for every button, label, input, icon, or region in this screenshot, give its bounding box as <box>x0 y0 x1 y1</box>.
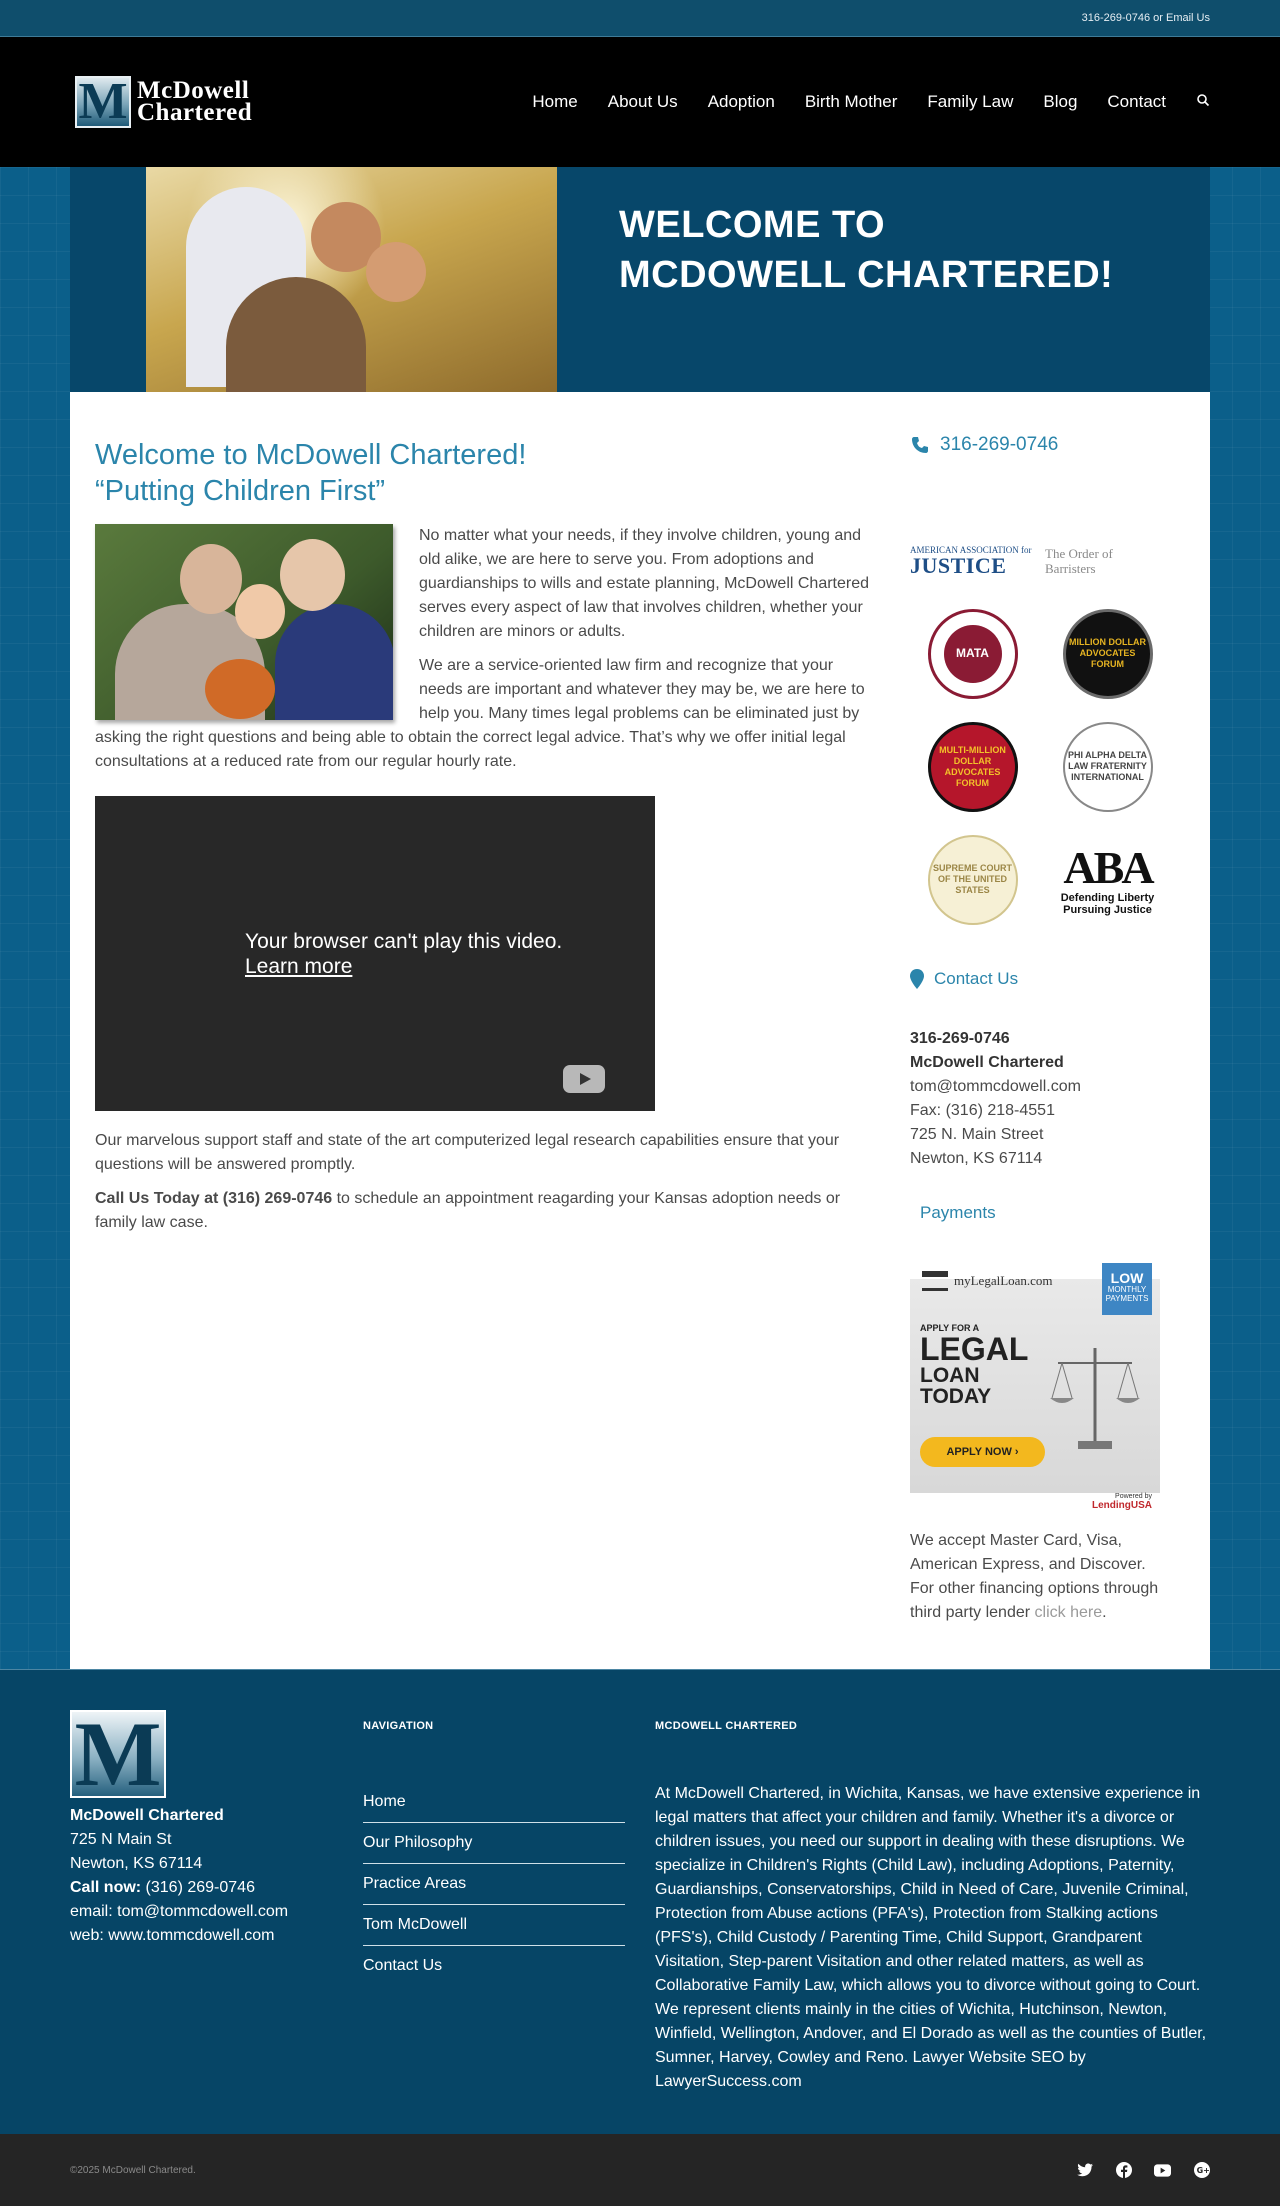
affiliation-badges <box>910 534 1160 927</box>
footer-call <box>70 1876 363 1900</box>
youtube-icon[interactable] <box>563 1065 605 1093</box>
cta-bold: Call Us Today at (316) 269-0746 <box>95 1190 333 1207</box>
facebook-icon[interactable] <box>1115 2162 1132 2179</box>
contact-city: Newton, KS 67114 <box>910 1150 1043 1167</box>
ad-brand: myLegalLoan.com <box>954 1273 1053 1288</box>
contact-email[interactable]: tom@tommcdowell.com <box>910 1078 1081 1095</box>
welcome-title-line1: Welcome to McDowell Chartered! <box>95 439 527 471</box>
aba-line1: Defending Liberty <box>1060 891 1155 904</box>
contact-info <box>910 1027 1160 1171</box>
ad-headline-3: TODAY <box>920 1385 992 1408</box>
ad-apply-now-button[interactable]: APPLY NOW › <box>920 1437 1045 1467</box>
footer-firm: McDowell Chartered <box>70 1807 224 1824</box>
map-marker-icon <box>910 969 924 989</box>
footer-call-label: Call now: <box>70 1879 142 1896</box>
cta-rest: to schedule an appointment reagarding your Kansas adoption needs or family law case. <box>95 1190 841 1231</box>
support-paragraph: Our marvelous support staff and state of the art computerized legal research capabilities ensure that your questions will be answered promptly. <box>95 1132 840 1173</box>
supreme-court-badge <box>910 832 1035 927</box>
ad-powered-brand: LendingUSA <box>1092 1500 1152 1511</box>
ad-headline-1: LEGAL <box>920 1331 1029 1367</box>
footer-street: 725 N Main St <box>70 1831 172 1848</box>
footer-logo: M <box>70 1710 166 1798</box>
site-header <box>0 37 1280 167</box>
payments-heading: Payments <box>920 1203 996 1222</box>
svg-text:G+: G+ <box>1196 2166 1210 2176</box>
multi-million-badge <box>910 719 1035 814</box>
video-learn-more-link[interactable]: Learn more <box>245 955 353 978</box>
phi-alpha-delta-text: PHI ALPHA DELTA LAW FRATERNITY INTERNATIONAL <box>1063 722 1153 812</box>
supreme-court-text: SUPREME COURT OF THE UNITED STATES <box>928 835 1018 925</box>
intro-text <box>95 524 880 784</box>
sidebar <box>910 434 1160 1625</box>
nav-home[interactable]: Home <box>532 92 578 111</box>
main-column <box>95 437 880 1625</box>
ad-apply-for: APPLY FOR A <box>920 1323 980 1333</box>
search-icon[interactable] <box>1196 92 1210 112</box>
barristers-line1: The Order of <box>1045 546 1113 561</box>
logo-mark: M <box>75 76 131 128</box>
footer-contact <box>70 1703 363 2094</box>
nav-blog[interactable]: Blog <box>1043 92 1078 111</box>
video-error-text: Your browser can't play this video. <box>245 930 563 953</box>
footer-nav-home[interactable]: Home <box>363 1782 625 1823</box>
video-player[interactable] <box>95 796 655 1111</box>
footer-nav-title: NAVIGATION <box>363 1720 434 1732</box>
logo-text <box>137 77 253 126</box>
closing-text <box>95 1129 880 1235</box>
contact-street: 725 N. Main Street <box>910 1126 1044 1143</box>
top-bar <box>0 0 1280 37</box>
hero-family-photo <box>146 167 557 392</box>
cta-paragraph <box>95 1187 880 1235</box>
payments-click-here-link[interactable]: click here <box>1034 1604 1103 1621</box>
footer-navigation <box>363 1710 625 2094</box>
site-logo[interactable] <box>75 73 253 130</box>
main-content <box>70 392 1210 1669</box>
aba-badge <box>1045 832 1170 927</box>
contact-phone: 316-269-0746 <box>910 1030 1010 1047</box>
footer-city: Newton, KS 67114 <box>70 1855 203 1872</box>
twitter-icon[interactable] <box>1076 2162 1093 2179</box>
social-links <box>1076 2162 1210 2179</box>
sidebar-phone[interactable] <box>910 434 1160 456</box>
logo-line1: McDowell <box>137 77 250 104</box>
contact-fax: Fax: (316) 218-4551 <box>910 1102 1055 1119</box>
footer-about-title: MCDOWELL CHARTERED <box>655 1720 798 1732</box>
footer-nav-list <box>363 1782 625 1986</box>
page-background <box>0 167 1280 1669</box>
mata-badge <box>910 606 1035 701</box>
footer-nav-contact-us[interactable]: Contact Us <box>363 1957 443 1974</box>
footer-about <box>655 1710 1210 2094</box>
main-nav <box>532 92 1210 112</box>
grandparents-photo <box>95 524 393 720</box>
google-plus-icon[interactable] <box>1193 2162 1210 2179</box>
hero-title-line2: MCDOWELL CHARTERED! <box>619 254 1114 296</box>
content-container <box>70 167 1210 1669</box>
site-footer <box>0 1669 1280 2134</box>
mata-center-text: MATA <box>944 625 1002 683</box>
bank-icon <box>922 1271 948 1291</box>
ad-powered-label: Powered by <box>1115 1493 1152 1500</box>
phi-alpha-delta-badge <box>1045 719 1170 814</box>
ad-ribbon <box>1102 1263 1152 1315</box>
payments-text <box>910 1529 1160 1625</box>
contact-firm: McDowell Chartered <box>910 1054 1064 1071</box>
footer-call-number[interactable]: (316) 269-0746 <box>141 1879 255 1896</box>
scales-icon <box>1050 1343 1140 1453</box>
bottom-bar <box>0 2134 1280 2206</box>
payments-text-end: . <box>1102 1604 1107 1621</box>
nav-about-us[interactable]: About Us <box>607 92 678 111</box>
ad-ribbon-bottom: MONTHLY PAYMENTS <box>1105 1285 1149 1303</box>
nav-birth-mother[interactable]: Birth Mother <box>804 92 898 111</box>
footer-about-text: At McDowell Chartered, in Wichita, Kansas, we have extensive experience in legal matters that affect your children and family. Whether it's a divorce or children issues, you need our support in dealing with these disruptions. We specialize in Children's Rights (Child Law), including Adoptions, Paternity, Guardianships, Conservatorships, Child in Need of Care, Juvenile Criminal, Protection from Abuse actions (PFA's), Protection from Stalking actions (PFS's), Child Custody / Parenting Time, Child Support, Grandparent Visitation, Step-parent Visitation and other related matters, as well as Collaborative Family Law, which allows you to divorce without going to Court. We represent clients mainly in the cities of Wichita, Hutchinson, Newton, Winfield, Wellington, Andover, and El Dorado as well as the counties of Butler, Sumner, Harvey, Cowley and Reno. Lawyer Website SEO by LawyerSuccess.com <box>655 1785 1207 2090</box>
topbar-contact-link[interactable]: 316-269-0746 or Email Us <box>1081 12 1210 24</box>
nav-adoption[interactable]: Adoption <box>707 92 775 111</box>
intro-paragraph-2: We are a service-oriented law firm and recognize that your needs are important and whatever they may be, we are here to help you. Many times legal problems can be eliminated just by asking the right questions and being able to obtain the correct legal advice. That’s why we offer initial legal consultations at a reduced rate from our regular hourly rate. <box>95 657 865 770</box>
footer-nav-practice-areas[interactable]: Practice Areas <box>363 1864 625 1905</box>
aaj-badge <box>910 534 1035 588</box>
video-error-message <box>245 929 562 979</box>
nav-contact[interactable]: Contact <box>1107 92 1166 111</box>
ad-ribbon-top: LOW <box>1110 1270 1144 1286</box>
ad-headline-2: LOAN <box>920 1364 980 1387</box>
copyright: ©2025 McDowell Chartered. <box>70 2164 196 2176</box>
welcome-title-line2: “Putting Children First” <box>95 475 386 507</box>
ad-powered-by <box>1092 1493 1152 1511</box>
payments-text-body: We accept Master Card, Visa, American Express, and Discover. For other financing options through third party lender <box>910 1532 1159 1621</box>
hero-title-line1: WELCOME TO <box>619 204 886 246</box>
hero-title <box>619 200 1113 300</box>
contact-heading <box>910 969 1160 989</box>
welcome-title <box>95 437 880 509</box>
legal-loan-ad[interactable] <box>910 1263 1160 1513</box>
phone-icon <box>910 435 930 455</box>
footer-nav-tom-mcdowell[interactable]: Tom McDowell <box>363 1905 625 1946</box>
footer-web[interactable]: web: www.tommcdowell.com <box>70 1927 275 1944</box>
logo-line2: Chartered <box>137 99 253 126</box>
barristers-badge <box>1045 534 1170 588</box>
million-dollar-badge <box>1045 606 1170 701</box>
intro-paragraph-1: No matter what your needs, if they involve children, young and old alike, we are here to serve you. From adoptions and guardianships to wills and estate planning, McDowell Chartered serves every aspect of law that involves children, whether your children are minors or adults. <box>419 527 870 640</box>
youtube-social-icon[interactable] <box>1154 2162 1171 2179</box>
footer-email[interactable]: email: tom@tommcdowell.com <box>70 1903 289 1920</box>
aba-mark: ABA <box>1063 841 1152 893</box>
barristers-line2: Barristers <box>1045 561 1096 576</box>
ad-headline <box>920 1333 1028 1407</box>
footer-nav-philosophy[interactable]: Our Philosophy <box>363 1823 625 1864</box>
aba-line2: Pursuing Justice <box>1063 903 1152 916</box>
million-dollar-text: MILLION DOLLAR ADVOCATES FORUM <box>1063 609 1153 699</box>
hero-banner <box>70 167 1210 392</box>
aaj-big-text: JUSTICE <box>910 553 1007 578</box>
multi-million-text: MULTI-MILLION DOLLAR ADVOCATES FORUM <box>928 722 1018 812</box>
nav-family-law[interactable]: Family Law <box>927 92 1014 111</box>
contact-heading-text: Contact Us <box>934 969 1019 988</box>
sidebar-phone-number[interactable]: 316-269-0746 <box>940 434 1059 455</box>
aaj-small-text: AMERICAN ASSOCIATION for <box>910 545 1032 555</box>
